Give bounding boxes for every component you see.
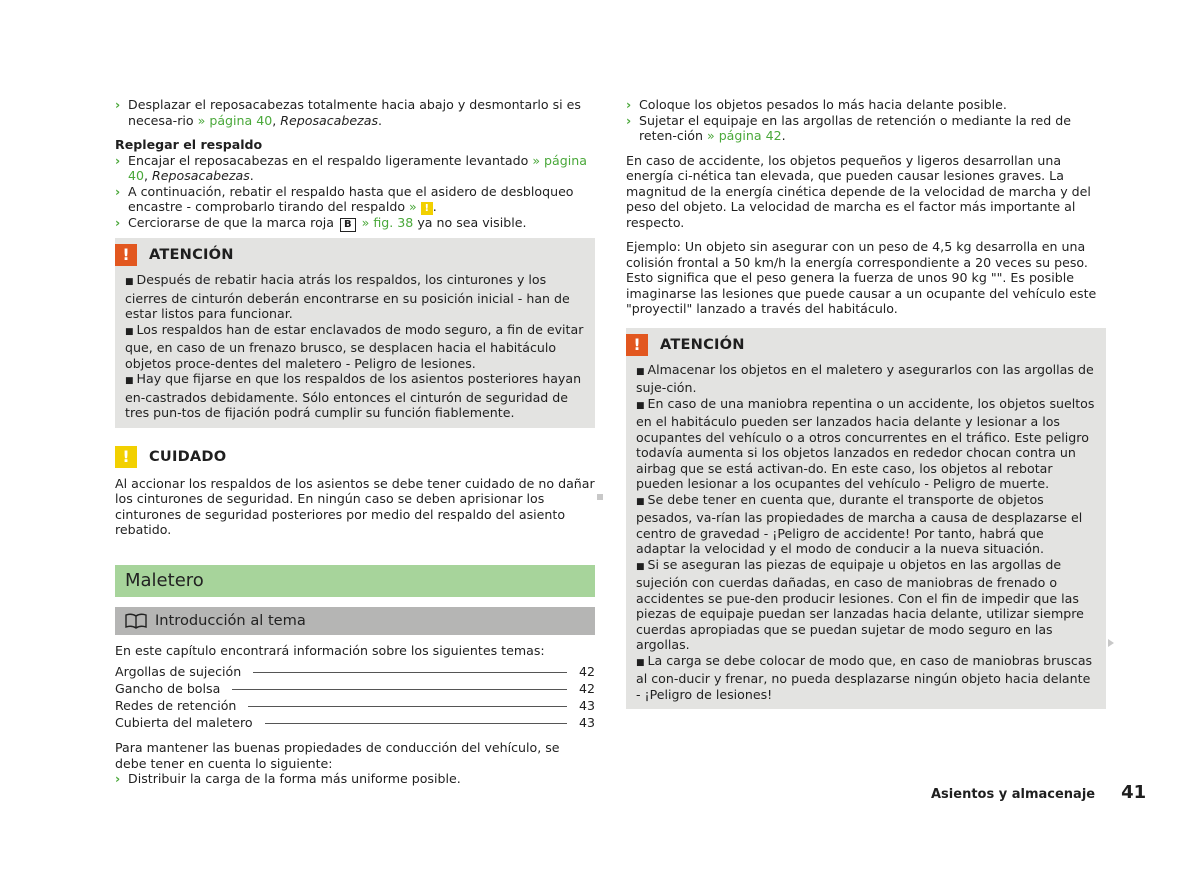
chevron-icon: › — [115, 97, 121, 112]
warning-header — [115, 238, 585, 272]
paragraph: En caso de accidente, los objetos pequeños y ligeros desarrollan una energía ci-nética tan elevada, que pueden causar lesiones graves. La magnitud de la energía cinética depende de la velocidad de marcha y del peso del objeto. La velocidad de marcha es el factor más importante al respecto. — [626, 152, 1091, 230]
bullet-icon: ■ — [636, 561, 645, 572]
figure-link[interactable]: » fig. 38 — [361, 215, 414, 230]
page-link[interactable]: » página 40 — [128, 152, 587, 183]
chevron-icon: › — [115, 771, 121, 786]
step-text: Desplazar el reposacabezas totalmente hacia abajo y desmontarlo si es necesa-rio » página 40, Reposacabezas. — [128, 97, 581, 128]
step-item — [115, 184, 595, 216]
toc-entry[interactable]: Cubierta del maletero 43 — [115, 715, 596, 730]
warning-icon: ! — [115, 244, 137, 266]
toc-entry[interactable]: Gancho de bolsa 42 — [115, 681, 596, 696]
page-link[interactable]: » página 42 — [706, 128, 782, 143]
warning-box — [626, 328, 1106, 710]
chevron-icon: › — [626, 97, 632, 112]
warning-link[interactable]: » — [409, 199, 417, 214]
bullet-icon: ■ — [636, 366, 645, 377]
step-item — [115, 215, 595, 232]
bullet-icon: ■ — [125, 376, 134, 386]
left-column — [115, 97, 595, 787]
topic-intro: En este capítulo encontrará información sobre los siguientes temas: — [115, 642, 545, 658]
warning-item: ■ Hay que fijarse en que los respaldos de los asientos posteriores hayan en-castrados debidamente. Sólo entonces el cinturón de seguridad de tres pun-tos de fijación podrá cumplir su función fiablemente. — [125, 371, 582, 420]
chevron-icon: › — [115, 215, 121, 230]
warning-item: ■ Almacenar los objetos en el maletero y asegurarlos con las argollas de suje-ción. — [636, 361, 1094, 395]
step-text: Coloque los objetos pesados lo más hacia delante posible. — [639, 97, 1007, 112]
topic-title: Introducción al tema — [155, 611, 306, 629]
warning-item: ■ Después de rebatir hacia atrás los respaldos, los cinturones y los cierres de cinturón deberán encontrarse en su posición inicial - han de estar listos para funcionar. — [125, 272, 570, 321]
toc-entry[interactable]: Argollas de sujeción 42 — [115, 664, 596, 679]
warning-icon: ! — [626, 334, 648, 356]
marker-key: B — [340, 218, 356, 232]
step-item — [115, 97, 595, 128]
page-number: 41 — [1121, 782, 1147, 803]
warning-title: ATENCIÓN — [149, 246, 234, 264]
caution-title: CUIDADO — [149, 447, 227, 465]
toc-entry[interactable]: Redes de retención 43 — [115, 698, 596, 713]
warning-item: ■ En caso de una maniobra repentina o un accidente, los objetos sueltos en el habitáculo pueden ser lanzados hacia delante y lesionar a los ocupantes del vehículo o a otros concurrentes en el tráfico. Este peligro todavía aumenta si los objetos lanzados en rededor chocan contra un airbag que se está activan-do. En este caso, los objetos al rebotar pueden lesionar a los ocupantes del vehículo - Peligro de muerte. — [636, 395, 1095, 491]
keep-text: Para mantener las buenas propiedades de conducción del vehículo, se debe tener en cuenta lo siguiente: — [115, 740, 560, 771]
bullet-icon: ■ — [636, 400, 645, 411]
section-title: Maletero — [115, 565, 595, 597]
chevron-icon: › — [115, 152, 121, 168]
warning-item: ■ Si se aseguran las piezas de equipaje u objetos en las argollas de sujeción con cuerdas dañadas, en caso de maniobras de frenado o accidentes se pue-den producir lesiones. Con el fin de impedir que las piezas de equipaje puedan ser lanzadas hacia delante, utilizar siempre cuerdas apropiadas que se puedan sujetar de modo seguro en las argollas. — [636, 556, 1084, 652]
warning-icon: ! — [421, 202, 433, 215]
step-text: Sujetar el equipaje en las argollas de retención o mediante la red de reten-ción » página 42. — [639, 112, 1072, 143]
step-text: Encajar el reposacabezas en el respaldo ligeramente levantado » página 40, Reposacabezas. — [128, 152, 587, 183]
continue-arrow-icon — [1108, 639, 1114, 647]
right-column — [626, 97, 1106, 709]
bullet-icon: ■ — [125, 326, 134, 337]
caution-icon: ! — [115, 446, 137, 468]
bullet-icon: ■ — [636, 657, 645, 668]
warning-item: ■ La carga se debe colocar de modo que, en caso de maniobras bruscas al con-ducir y frenar, no pueda desplazarse ningún objeto hacia delante - ¡Peligro de lesiones! — [636, 652, 1093, 702]
page-footer — [931, 782, 1147, 803]
warning-title: ATENCIÓN — [660, 335, 745, 353]
step-text: A continuación, rebatir el respaldo hasta que el asidero de desbloqueo encastre - comprobarlo tirando del respaldo » ! . — [128, 183, 574, 214]
topic-header — [115, 607, 595, 635]
step-text: Distribuir la carga de la forma más uniforme posible. — [128, 771, 461, 786]
bullet-icon: ■ — [125, 277, 134, 287]
bullet-icon: ■ — [636, 496, 645, 507]
page-link[interactable]: » página 40 — [197, 112, 273, 128]
paragraph: Ejemplo: Un objeto sin asegurar con un peso de 4,5 kg desarrolla en una colisión frontal a 50 km/h la energía correspondiente a 20 veces su peso. Esto significa que el peso genera la fuerza de unos 90 kg "". Es posible imaginarse las lesiones que puede causar a un ocupante del vehículo este "proyectil" lanzado a través del habitáculo. — [626, 239, 1097, 316]
warning-header — [626, 328, 1096, 362]
chevron-icon: › — [115, 183, 121, 199]
caution-header — [115, 440, 595, 474]
book-icon — [125, 613, 147, 629]
section-end-marker — [597, 494, 603, 500]
step-item — [626, 97, 1106, 113]
warning-item: ■ Los respaldos han de estar enclavados de modo seguro, a fin de evitar que, en caso de un frenazo brusco, se desplacen hacia el habitáculo objetos proce-dentes del maletero - Peligro de lesiones. — [125, 321, 584, 371]
step-item — [626, 113, 1106, 144]
warning-item: ■ Se debe tener en cuenta que, durante el transporte de objetos pesados, va-rían las propiedades de marcha a causa de desplazarse el centro de gravedad - ¡Peligro de accidente! Por tanto, habrá que adaptar la velocidad y el modo de conducir a la nueva situación. — [636, 491, 1083, 556]
caution-text: Al accionar los respaldos de los asientos se debe tener cuidado de no dañar los cinturones de seguridad. En ningún caso se deben aprisionar los cinturones de seguridad posteriores por medio del respaldo del asiento rebatido. — [115, 475, 595, 537]
warning-box — [115, 238, 595, 428]
caution-block — [115, 440, 595, 538]
step-item — [115, 771, 595, 787]
step-item — [115, 153, 595, 184]
chapter-title: Asientos y almacenaje — [931, 787, 1096, 802]
subheading: Replegar el respaldo — [115, 137, 263, 152]
chevron-icon: › — [626, 112, 632, 128]
toc-list — [115, 664, 595, 732]
step-text: Cerciorarse de que la marca roja B » fig. 38 ya no sea visible. — [128, 215, 527, 230]
